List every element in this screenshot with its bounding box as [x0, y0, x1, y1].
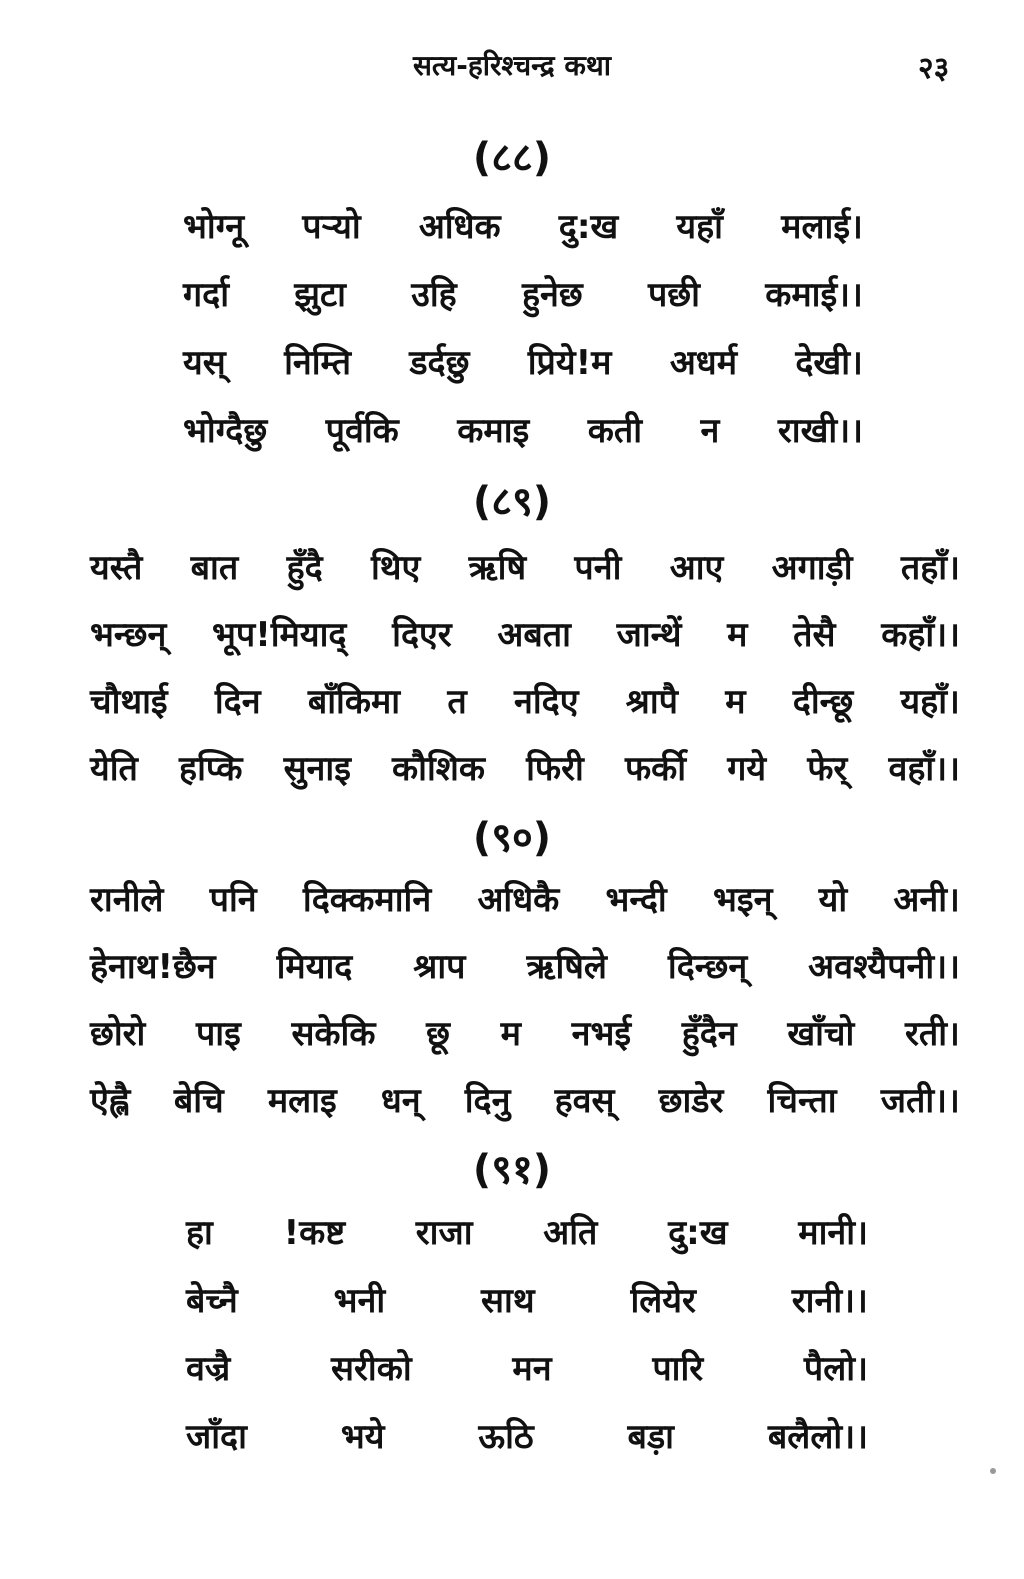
verse-word: अवश्यैपनी।।	[808, 947, 960, 987]
verse-word: अबता	[497, 615, 571, 655]
verse-word: फर्की	[624, 749, 687, 789]
verse-word: डर्दछु	[409, 343, 470, 383]
verse-word: हुनेछ	[521, 275, 583, 315]
verse-word: वहाँ।।	[888, 749, 960, 789]
verse-word: रती।	[904, 1014, 960, 1054]
verse-word: देखी।	[795, 343, 863, 383]
verse-word: फिरी	[526, 749, 584, 789]
verse-word: बात	[190, 548, 239, 588]
verse-word: छाडेर	[658, 1081, 724, 1121]
verse-word: निम्ति	[284, 343, 351, 383]
verse-line	[186, 1344, 868, 1390]
stanza-number-90: (९०)	[472, 815, 552, 861]
verse-word: मानी।	[798, 1213, 868, 1253]
verse-word: कमाई।।	[765, 275, 863, 315]
verse-word: चौथाई	[90, 682, 168, 722]
verse-word: मलाइ	[267, 1081, 337, 1121]
verse-line	[90, 744, 960, 790]
verse-word: हा	[186, 1213, 213, 1253]
verse-word: यो	[818, 880, 848, 920]
verse-word: श्राप	[413, 947, 466, 987]
verse-line	[90, 543, 960, 589]
verse-word: दिएर	[392, 615, 452, 655]
verse-line	[183, 406, 863, 452]
verse-line	[90, 1076, 960, 1122]
verse-word: कमाइ	[457, 411, 530, 451]
verse-word: कौशिक	[392, 749, 486, 789]
verse-line	[183, 338, 863, 384]
verse-word: बेचि	[173, 1081, 224, 1121]
verse-line	[186, 1208, 868, 1254]
verse-word: म	[500, 1014, 521, 1054]
verse-word: यहाँ	[676, 207, 723, 247]
verse-word: दु:ख	[558, 207, 619, 247]
verse-word: प्रिये!म	[527, 343, 612, 383]
verse-word: पऱ्यो	[302, 207, 361, 247]
verse-word: बेच्नै	[186, 1281, 238, 1321]
verse-word: भोग्दैछु	[183, 411, 268, 451]
verse-word: वज्रै	[186, 1349, 231, 1389]
verse-word: जाँदा	[186, 1417, 247, 1457]
verse-word: दिन्छन्	[667, 947, 748, 987]
verse-word: उहि	[411, 275, 457, 315]
verse-word: कती	[587, 411, 643, 451]
verse-word: पूर्वकि	[325, 411, 399, 451]
verse-word: सकेकि	[291, 1014, 376, 1054]
verse-line	[183, 202, 863, 248]
verse-word: अति	[543, 1213, 598, 1253]
verse-word: पनी	[574, 548, 622, 588]
verse-word: रानीले	[90, 880, 164, 920]
verse-word: त	[447, 682, 467, 722]
verse-word: भनी	[333, 1281, 386, 1321]
verse-word: खाँचो	[787, 1014, 855, 1054]
verse-word: राजा	[415, 1213, 473, 1253]
verse-word: सरीको	[331, 1349, 412, 1389]
verse-word: म	[727, 615, 748, 655]
verse-word: चिन्ता	[767, 1081, 837, 1121]
verse-word: जान्थें	[616, 615, 682, 655]
verse-word: नभई	[571, 1014, 632, 1054]
verse-word: सुनाइ	[283, 749, 351, 789]
verse-word: मियाद	[276, 947, 353, 987]
verse-word: धन्	[380, 1081, 421, 1121]
verse-word: भोग्नू	[183, 207, 245, 247]
verse-line	[90, 942, 960, 988]
verse-word: पैलो।	[803, 1349, 868, 1389]
verse-word: कहाँ।।	[881, 615, 960, 655]
verse-word: हेनाथ!छैन	[90, 947, 216, 987]
verse-word: यहाँ।	[900, 682, 960, 722]
verse-word: फेर्	[807, 749, 848, 789]
verse-word: अगाड़ी	[771, 548, 853, 588]
verse-word: अधिक	[418, 207, 501, 247]
verse-word: दिक्कमानि	[302, 880, 432, 920]
verse-line	[186, 1276, 868, 1322]
verse-word: बाँकिमा	[307, 682, 401, 722]
verse-word: लियेर	[630, 1281, 696, 1321]
verse-word: हवस्	[554, 1081, 615, 1121]
verse-line	[183, 270, 863, 316]
stanza-number-89: (८९)	[472, 479, 552, 525]
running-header-title: सत्य-हरिश्चन्द्र कथा	[412, 49, 612, 82]
verse-word: अधर्म	[669, 343, 738, 383]
verse-word: तहाँ।	[900, 548, 960, 588]
verse-word: पछी	[648, 275, 700, 315]
page-number: २३	[918, 51, 950, 86]
stanza-number-88: (८८)	[472, 135, 552, 181]
verse-line	[90, 1009, 960, 1055]
verse-word: दीन्छू	[792, 682, 854, 722]
verse-word: हप्कि	[179, 749, 243, 789]
verse-word: यस्तै	[90, 548, 143, 588]
verse-word: म	[725, 682, 746, 722]
verse-word: !कष्ट	[283, 1213, 346, 1253]
verse-word: भूप!मियाद्	[212, 615, 347, 655]
verse-word: गर्दा	[183, 275, 230, 315]
verse-word: हुँदै	[286, 548, 323, 588]
verse-word: जती।।	[880, 1081, 960, 1121]
verse-word: तेसै	[793, 615, 836, 655]
verse-word: भइन्	[712, 880, 773, 920]
verse-word: भन्छन्	[90, 615, 167, 655]
verse-word: यस्	[183, 343, 226, 383]
verse-word: झुटा	[294, 275, 346, 315]
verse-word: श्रापै	[625, 682, 678, 722]
verse-word: आए	[669, 548, 724, 588]
verse-word: न	[700, 411, 720, 451]
verse-word: दिनु	[464, 1081, 511, 1121]
verse-word: थिए	[370, 548, 421, 588]
verse-line	[90, 610, 960, 656]
verse-line	[186, 1412, 868, 1458]
verse-word: ऊठि	[478, 1417, 534, 1457]
verse-word: छू	[426, 1014, 450, 1054]
verse-word: हुँदैन	[681, 1014, 737, 1054]
verse-word: पाइ	[196, 1014, 241, 1054]
verse-word: रानी।।	[791, 1281, 868, 1321]
verse-word: दु:ख	[668, 1213, 728, 1253]
stanza-number-91: (९१)	[472, 1147, 552, 1193]
verse-word: साथ	[481, 1281, 535, 1321]
verse-word: भये	[340, 1417, 385, 1457]
paper-speck	[990, 1468, 996, 1474]
verse-word: भन्दी	[605, 880, 667, 920]
verse-word: दिन	[214, 682, 261, 722]
verse-word: मलाई।	[781, 207, 863, 247]
verse-word: पनि	[209, 880, 257, 920]
verse-word: बड़ा	[627, 1417, 674, 1457]
verse-word: छोरो	[90, 1014, 146, 1054]
verse-word: मन	[512, 1349, 552, 1389]
verse-word: ऋषि	[468, 548, 527, 588]
verse-word: बलैलो।।	[767, 1417, 868, 1457]
verse-word: राखी।।	[777, 411, 863, 451]
verse-word: अनी।	[893, 880, 960, 920]
verse-line	[90, 875, 960, 921]
verse-word: ऐह्लै	[90, 1081, 130, 1121]
verse-word: पारि	[652, 1349, 704, 1389]
verse-word: येति	[90, 749, 138, 789]
verse-word: नदिए	[513, 682, 579, 722]
verse-word: अधिकै	[477, 880, 560, 920]
verse-word: ऋषिले	[526, 947, 607, 987]
verse-word: गये	[727, 749, 767, 789]
verse-line	[90, 677, 960, 723]
